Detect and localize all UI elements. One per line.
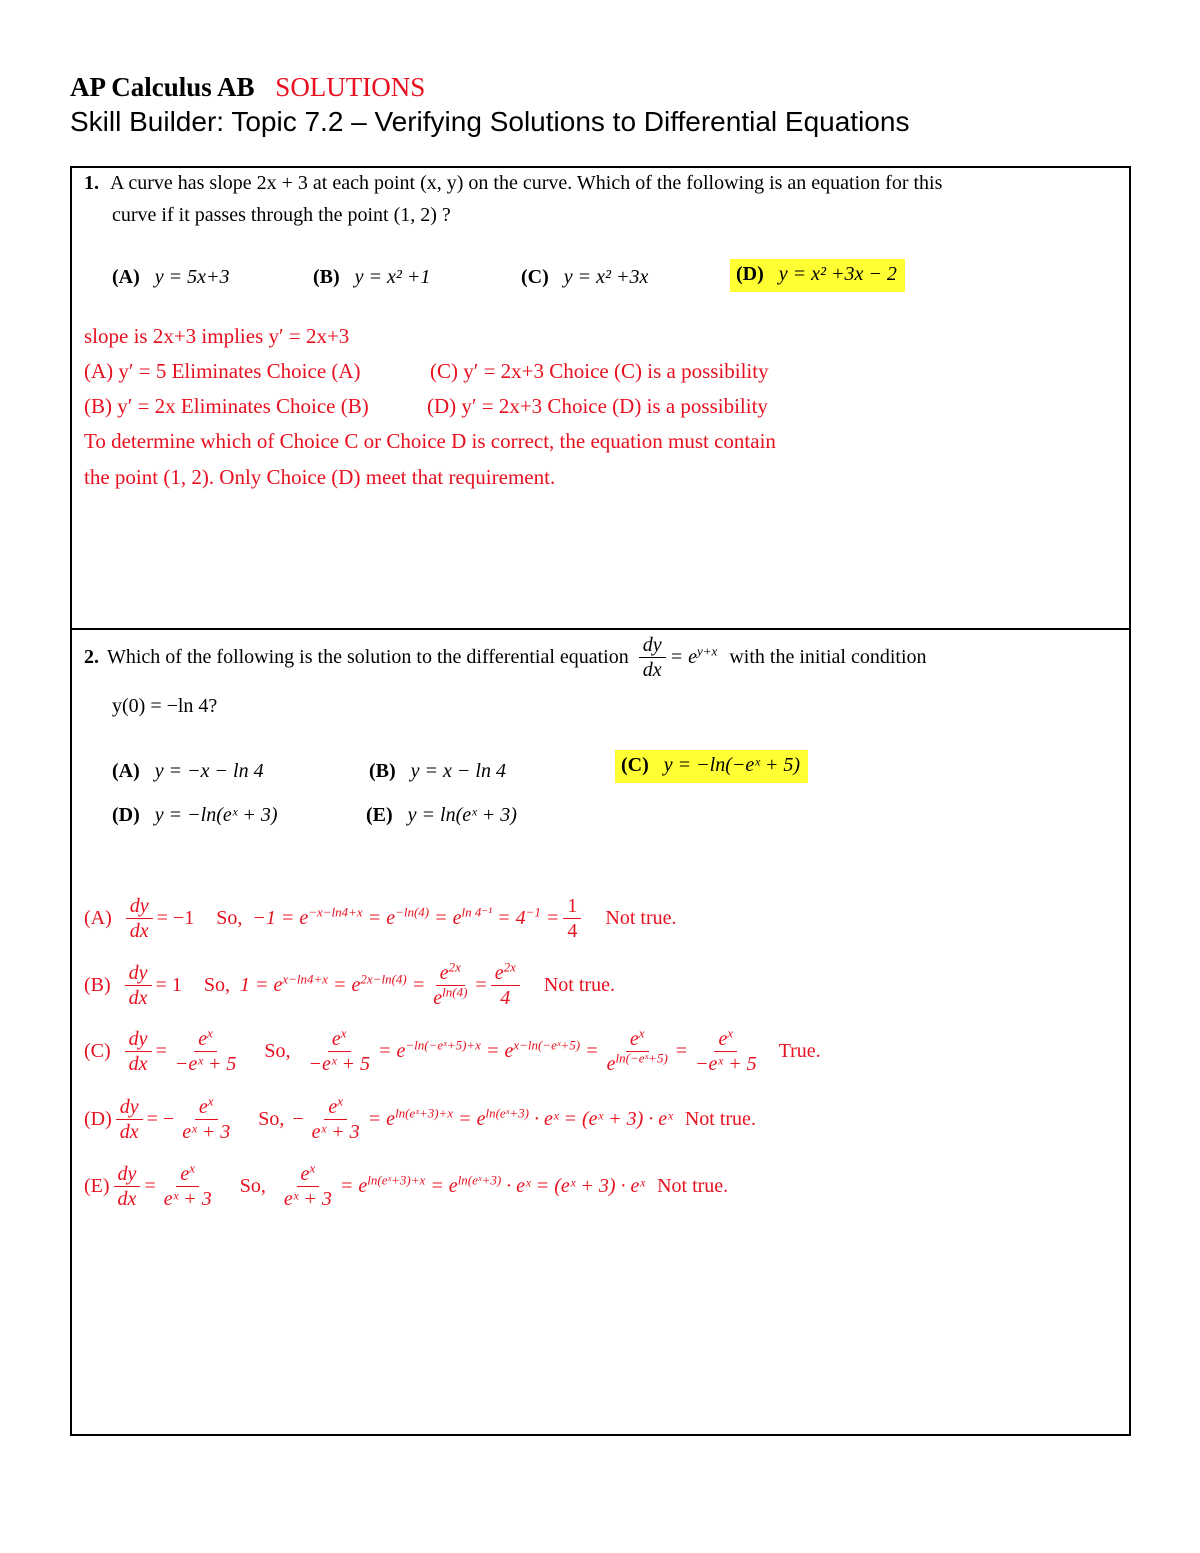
q2-sol-b-frac1: $\frac{e^{2x}}{e^{ln(4)}}$ (433, 959, 468, 1009)
q2-solution-b: (B) $\frac{dy}{dx}$ = 1 So, $1 = e^{x-ln4+x} = e^{2x-ln(4)}$ = $\frac{e^{2x}}{e^{ln(4)}}$ = $\frac{e^{2x}}{4}$ Not true. (84, 959, 615, 1009)
q1-choice-a-expr: y = 5x+3 (154, 266, 230, 288)
q2-sol-c-work: = $e^{-ln(-eˣ+5)+x} = e^{x-ln(-eˣ+5)}$ = (378, 1037, 599, 1062)
q1-text-2: curve if it passes through the point (1, 2) ? (112, 204, 451, 226)
q1-choice-c-expr: y = x² +3x (563, 266, 649, 288)
q2-sol-b-verdict: Not true. (543, 974, 615, 996)
q2-de-fraction (639, 634, 666, 681)
q1-solution-line-3: (C) y′ = 2x+3 Choice (C) is a possibility (430, 359, 769, 383)
q1-solution-line-2: (A) y′ = 5 Eliminates Choice (A) (84, 359, 361, 383)
q1-choice-a (112, 266, 230, 289)
q1-choice-b-label: (B) (313, 266, 340, 288)
q2-sol-b-lhs: = 1 (155, 974, 182, 996)
q2-de-den: dx (642, 659, 662, 681)
q2-sol-c-label: (C) (84, 1040, 111, 1062)
q1-choice-b (313, 266, 430, 289)
q2-sol-c-frac3: $\frac{e^x}{e^{ln(-eˣ+5)}}$ (606, 1025, 668, 1075)
q2-de-exp: y+x (697, 643, 718, 659)
q2-choice-c-expr: y = −ln(−eˣ + 5) (663, 754, 801, 776)
q2-text-2: y(0) = −ln 4? (112, 695, 218, 717)
solutions-label: SOLUTIONS (275, 72, 426, 102)
q2-de-rhs: = $e^{y+x}$ (669, 643, 718, 668)
q1-choice-d-label: (D) (736, 263, 764, 285)
q2-choice-d (112, 804, 278, 827)
q2-choice-e-label: (E) (366, 804, 393, 826)
q1-choice-d-expr: y = x² +3x − 2 (778, 263, 897, 285)
q2-sol-d-verdict: Not true. (684, 1108, 756, 1130)
q2-sol-e-dydx: $\frac{dy}{dx}$ (114, 1163, 141, 1210)
q2-choice-b-expr: y = x − ln 4 (410, 760, 506, 782)
q2-sol-e-label: (E) (84, 1175, 110, 1197)
q2-sol-b-work: $1 = e^{x-ln4+x} = e^{2x-ln(4)}$ = (239, 971, 426, 996)
q2-sol-a-verdict: Not true. (605, 907, 677, 929)
q2-sol-d-so: So, (258, 1108, 285, 1130)
q2-sol-d-rhs: $\frac{e^x}{\text{eˣ + 3}}$ (182, 1093, 231, 1143)
q2-sol-e-so: So, (239, 1175, 266, 1197)
q2-sol-d-label: (D) (84, 1108, 112, 1130)
q2-sol-e-verdict: Not true. (657, 1175, 729, 1197)
q2-sol-b-so: So, (203, 974, 230, 996)
q2-choice-c-label: (C) (621, 754, 649, 776)
q2-solution-e: (E) $\frac{dy}{dx}$ = $\frac{e^x}{\text{eˣ + 3}}$ So, $\frac{e^x}{\text{eˣ + 3}}$ = $e^{ln(eˣ+3)+x} = e^{ln(eˣ+3)}$ · eˣ = (eˣ + 3) · eˣ Not true. (84, 1160, 729, 1210)
q1-solution-line-6: To determine which of Choice C or Choice D is correct, the equation must contain (84, 429, 776, 453)
q2-de-num: dy (639, 634, 666, 658)
q2-choice-e (366, 804, 517, 827)
q2-choice-d-expr: y = −ln(eˣ + 3) (154, 804, 278, 826)
q2-sol-c-verdict: True. (778, 1040, 821, 1062)
q2-sol-e-work: = $e^{ln(eˣ+3)+x} = e^{ln(eˣ+3)}$ · eˣ = (eˣ + 3) · eˣ (339, 1172, 646, 1197)
q2-sol-c-rhs: $\frac{e^x}{\text{−eˣ + 5}}$ (174, 1025, 237, 1075)
q1-choice-d-correct (730, 259, 905, 292)
q1-choice-c (521, 266, 648, 289)
q1-solution-line-4: (B) y′ = 2x Eliminates Choice (B) (84, 394, 369, 418)
q2-choice-a (112, 760, 264, 783)
q2-sol-c-frac4: $\frac{e^x}{\text{−eˣ + 5}}$ (695, 1025, 757, 1075)
q1-number: 1. (84, 172, 99, 194)
q2-text-after: with the initial condition (729, 646, 927, 668)
q2-choice-b (369, 760, 506, 783)
q1-solution-line-1: slope is 2x+3 implies y′ = 2x+3 (84, 324, 350, 348)
q2-sol-a-lhs: = −1 (156, 907, 195, 929)
q2-choice-b-label: (B) (369, 760, 396, 782)
q2-sol-d-lhs2: $\frac{e^x}{\text{eˣ + 3}}$ (311, 1093, 360, 1143)
q1-choice-a-label: (A) (112, 266, 140, 288)
q2-sol-d-work: = $e^{ln(eˣ+3)+x} = e^{ln(eˣ+3)}$ · eˣ = (eˣ + 3) · eˣ (367, 1105, 673, 1130)
q1-solution-line-5: (D) y′ = 2x+3 Choice (D) is a possibility (427, 394, 768, 418)
q2-number: 2. (84, 646, 99, 668)
q2-text-before: Which of the following is the solution to the differential equation (107, 646, 629, 668)
q2-sol-a-so: So, (216, 907, 243, 929)
course-title (70, 72, 425, 103)
q2-choice-d-label: (D) (112, 804, 140, 826)
q2-solution-a (84, 895, 677, 942)
course-name: AP Calculus AB (70, 72, 255, 102)
q2-solution-d: (D) $\frac{dy}{dx}$ = − $\frac{e^x}{\text{eˣ + 3}}$ So, − $\frac{e^x}{\text{eˣ + 3}}$ = $e^{ln(eˣ+3)+x} = e^{ln(eˣ+3)}$ · eˣ = (eˣ + 3) · eˣ Not true. (84, 1093, 756, 1143)
q1-choice-b-expr: y = x² +1 (354, 266, 431, 288)
q2-choice-c-correct (615, 750, 808, 783)
q2-sol-c-lhs2: $\frac{e^x}{\text{−eˣ + 5}}$ (308, 1025, 370, 1075)
q2-sol-c-dydx: $\frac{dy}{dx}$ (125, 1028, 152, 1075)
q2-sol-e-rhs: $\frac{e^x}{\text{eˣ + 3}}$ (163, 1160, 212, 1210)
page-subtitle: Skill Builder: Topic 7.2 – Verifying Solutions to Differential Equations (70, 106, 910, 137)
q2-choice-e-expr: y = ln(eˣ + 3) (407, 804, 517, 826)
q2-sol-d-dydx: $\frac{dy}{dx}$ (116, 1096, 143, 1143)
q2-sol-b-frac2: $\frac{e^{2x}}{4}$ (491, 962, 520, 1009)
q2-sol-b-dydx: $\frac{dy}{dx}$ (125, 962, 152, 1009)
q2-choice-a-expr: y = −x − ln 4 (154, 760, 264, 782)
q2-sol-a-dydx: $\frac{dy}{dx}$ (126, 895, 153, 942)
q1-solution-line-7: the point (1, 2). Only Choice (D) meet that requirement. (84, 465, 556, 489)
q2-sol-c-so: So, (264, 1040, 291, 1062)
q1-choice-c-label: (C) (521, 266, 549, 288)
q2-sol-a-work: $-1 = e^{-x-ln4+x} = e^{-ln(4)} = e^{ln 4^{-1}} = 4^{-1}$ = (252, 904, 560, 929)
q2-sol-a-label: (A) (84, 907, 112, 929)
q2-sol-b-label: (B) (84, 974, 111, 996)
q2-sol-e-lhs2: $\frac{e^x}{\text{eˣ + 3}}$ (283, 1160, 332, 1210)
q1-line1 (84, 172, 942, 195)
q1-text-1: A curve has slope 2x + 3 at each point (x, y) on the curve. Which of the following is an equation for this (110, 172, 943, 194)
q2-choice-a-label: (A) (112, 760, 140, 782)
q2-sol-a-quarter: $\frac{1}{4}$ (563, 895, 581, 942)
q2-solution-c: (C) $\frac{dy}{dx}$ = $\frac{e^x}{\text{−eˣ + 5}}$ So, $\frac{e^x}{\text{−eˣ + 5}}$ = $e^{-ln(-eˣ+5)+x} = e^{x-ln(-eˣ+5)}$ = $\frac{e^x}{e^{ln(-eˣ+5)}}$ = $\frac{e^x}{\text{−eˣ + 5}}$ True. (84, 1025, 821, 1075)
q2-line1 (84, 634, 927, 681)
